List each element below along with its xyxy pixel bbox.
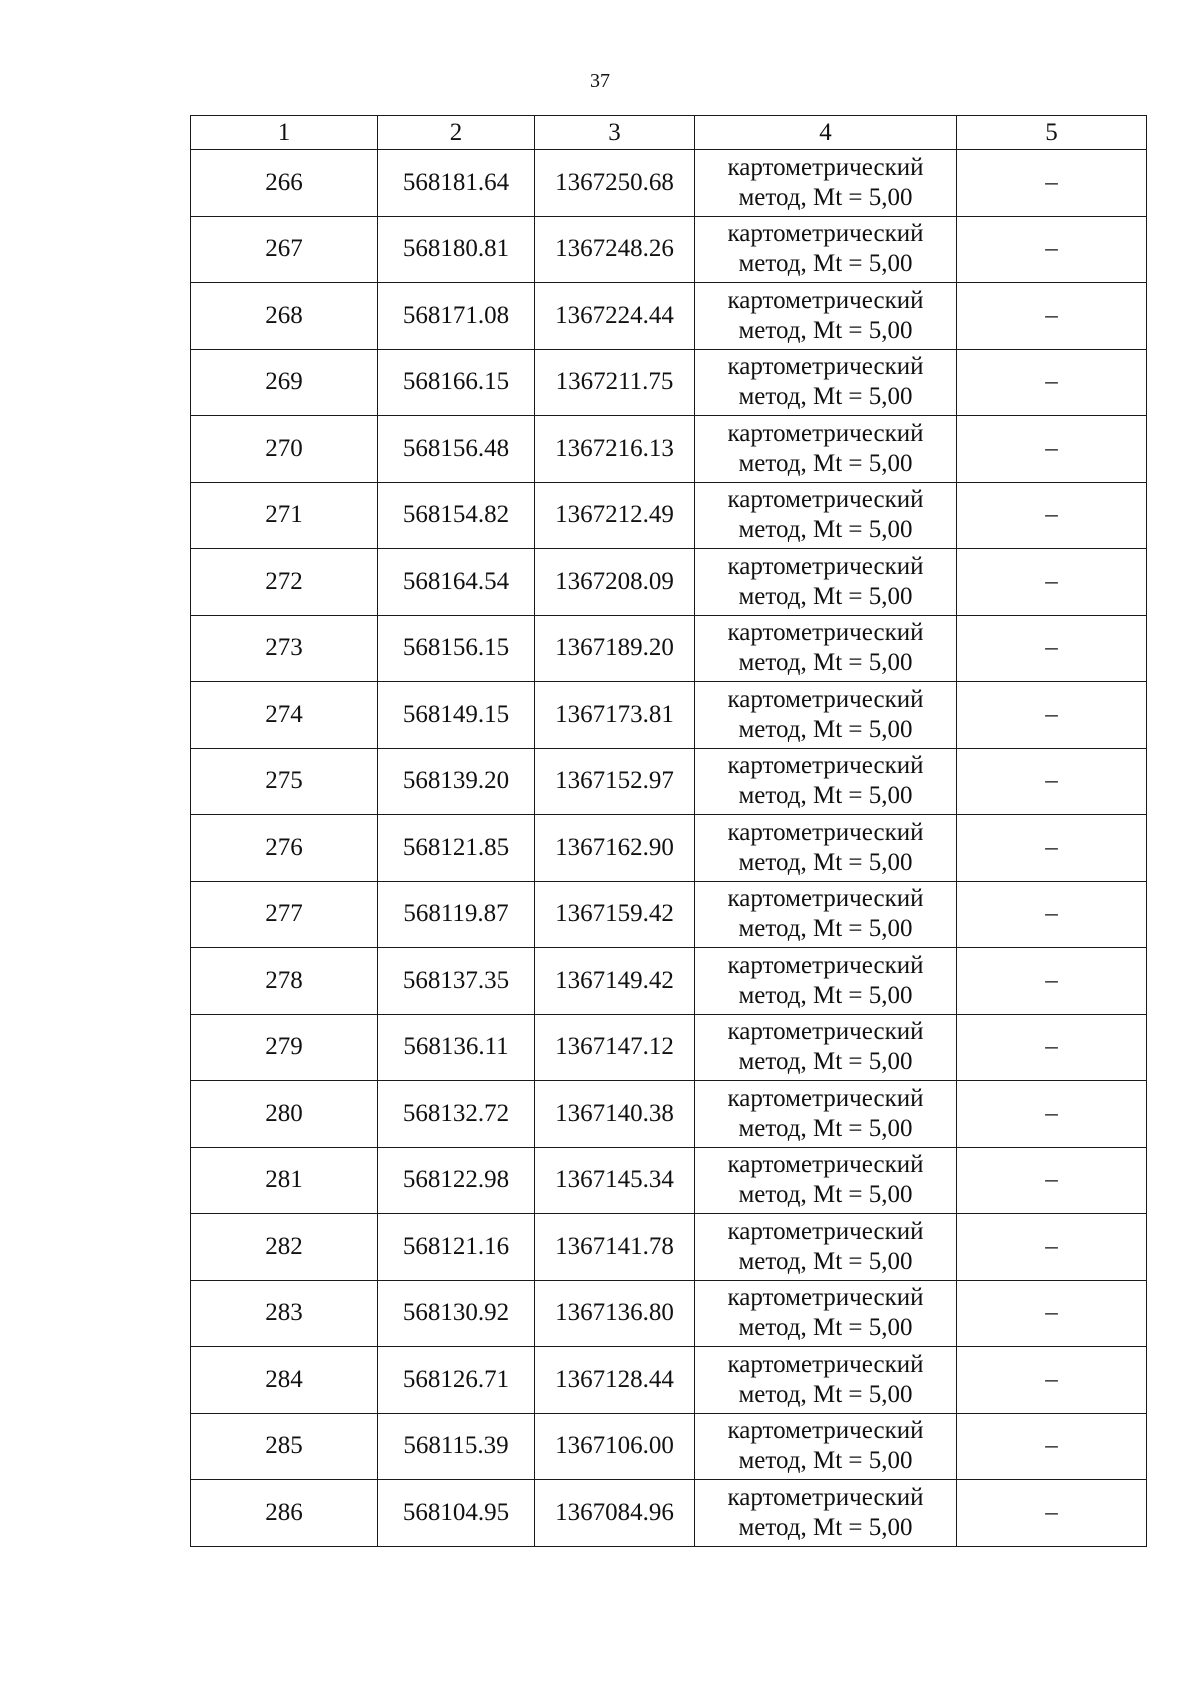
method-name-line: картометрический <box>727 1151 924 1179</box>
method-name-line: картометрический <box>727 885 924 913</box>
method-cell <box>695 682 957 749</box>
x-coordinate-cell: 568180.81 <box>378 216 535 283</box>
point-number-cell: 282 <box>191 1214 378 1281</box>
method-accuracy-line: метод, Mt = 5,00 <box>738 383 913 411</box>
note-cell: – <box>957 1081 1147 1148</box>
y-coordinate-cell: 1367128.44 <box>535 1347 695 1414</box>
note-cell: – <box>957 1014 1147 1081</box>
coordinates-table <box>190 115 1147 1547</box>
table-row <box>191 1480 1147 1547</box>
table-row <box>191 881 1147 948</box>
method-cell <box>695 948 957 1015</box>
method-cell <box>695 150 957 217</box>
x-coordinate-cell: 568136.11 <box>378 1014 535 1081</box>
method-cell <box>695 1214 957 1281</box>
point-number-cell: 278 <box>191 948 378 1015</box>
method-accuracy-line: метод, Mt = 5,00 <box>738 782 913 810</box>
table-header-row <box>191 116 1147 150</box>
method-cell <box>695 549 957 616</box>
y-coordinate-cell: 1367106.00 <box>535 1413 695 1480</box>
note-cell: – <box>957 682 1147 749</box>
table-row <box>191 1280 1147 1347</box>
method-cell <box>695 283 957 350</box>
method-name-line: картометрический <box>727 1284 924 1312</box>
y-coordinate-cell: 1367189.20 <box>535 615 695 682</box>
point-number-cell: 273 <box>191 615 378 682</box>
method-accuracy-line: метод, Mt = 5,00 <box>738 1181 913 1209</box>
note-cell: – <box>957 1214 1147 1281</box>
table-row <box>191 482 1147 549</box>
table-body <box>191 150 1147 1547</box>
x-coordinate-cell: 568121.16 <box>378 1214 535 1281</box>
point-number-cell: 272 <box>191 549 378 616</box>
point-number-cell: 268 <box>191 283 378 350</box>
point-number-cell: 266 <box>191 150 378 217</box>
y-coordinate-cell: 1367248.26 <box>535 216 695 283</box>
x-coordinate-cell: 568166.15 <box>378 349 535 416</box>
y-coordinate-cell: 1367208.09 <box>535 549 695 616</box>
x-coordinate-cell: 568149.15 <box>378 682 535 749</box>
method-name-line: картометрический <box>727 619 924 647</box>
y-coordinate-cell: 1367212.49 <box>535 482 695 549</box>
x-coordinate-cell: 568126.71 <box>378 1347 535 1414</box>
method-name-line: картометрический <box>727 1483 924 1511</box>
table-row <box>191 349 1147 416</box>
method-accuracy-line: метод, Mt = 5,00 <box>738 1447 913 1475</box>
point-number-cell: 270 <box>191 416 378 483</box>
method-name-line: картометрический <box>727 552 924 580</box>
x-coordinate-cell: 568181.64 <box>378 150 535 217</box>
method-accuracy-line: метод, Mt = 5,00 <box>738 250 913 278</box>
table-row <box>191 216 1147 283</box>
y-coordinate-cell: 1367141.78 <box>535 1214 695 1281</box>
method-name-line: картометрический <box>727 486 924 514</box>
method-name-line: картометрический <box>727 1417 924 1445</box>
method-cell <box>695 482 957 549</box>
note-cell: – <box>957 416 1147 483</box>
method-cell <box>695 1480 957 1547</box>
y-coordinate-cell: 1367211.75 <box>535 349 695 416</box>
table-row <box>191 283 1147 350</box>
table-row <box>191 1014 1147 1081</box>
point-number-cell: 275 <box>191 748 378 815</box>
method-accuracy-line: метод, Mt = 5,00 <box>738 1314 913 1342</box>
method-accuracy-line: метод, Mt = 5,00 <box>738 1247 913 1275</box>
method-accuracy-line: метод, Mt = 5,00 <box>738 981 913 1009</box>
table-row <box>191 1347 1147 1414</box>
method-accuracy-line: метод, Mt = 5,00 <box>738 715 913 743</box>
column-header-2: 2 <box>378 116 535 150</box>
method-cell <box>695 1280 957 1347</box>
method-name-line: картометрический <box>727 752 924 780</box>
table-row <box>191 748 1147 815</box>
x-coordinate-cell: 568156.48 <box>378 416 535 483</box>
method-accuracy-line: метод, Mt = 5,00 <box>738 1048 913 1076</box>
method-name-line: картометрический <box>727 1350 924 1378</box>
y-coordinate-cell: 1367140.38 <box>535 1081 695 1148</box>
y-coordinate-cell: 1367136.80 <box>535 1280 695 1347</box>
column-header-3: 3 <box>535 116 695 150</box>
x-coordinate-cell: 568104.95 <box>378 1480 535 1547</box>
point-number-cell: 276 <box>191 815 378 882</box>
method-accuracy-line: метод, Mt = 5,00 <box>738 316 913 344</box>
point-number-cell: 284 <box>191 1347 378 1414</box>
method-name-line: картометрический <box>727 818 924 846</box>
table-row <box>191 948 1147 1015</box>
point-number-cell: 283 <box>191 1280 378 1347</box>
method-cell <box>695 1081 957 1148</box>
x-coordinate-cell: 568154.82 <box>378 482 535 549</box>
x-coordinate-cell: 568132.72 <box>378 1081 535 1148</box>
point-number-cell: 274 <box>191 682 378 749</box>
method-name-line: картометрический <box>727 153 924 181</box>
method-accuracy-line: метод, Mt = 5,00 <box>738 848 913 876</box>
note-cell: – <box>957 1480 1147 1547</box>
y-coordinate-cell: 1367173.81 <box>535 682 695 749</box>
x-coordinate-cell: 568156.15 <box>378 615 535 682</box>
x-coordinate-cell: 568137.35 <box>378 948 535 1015</box>
x-coordinate-cell: 568139.20 <box>378 748 535 815</box>
column-header-5: 5 <box>957 116 1147 150</box>
method-cell <box>695 1014 957 1081</box>
method-name-line: картометрический <box>727 1084 924 1112</box>
note-cell: – <box>957 881 1147 948</box>
method-accuracy-line: метод, Mt = 5,00 <box>738 449 913 477</box>
point-number-cell: 285 <box>191 1413 378 1480</box>
note-cell: – <box>957 482 1147 549</box>
method-name-line: картометрический <box>727 353 924 381</box>
y-coordinate-cell: 1367224.44 <box>535 283 695 350</box>
table-row <box>191 1081 1147 1148</box>
point-number-cell: 267 <box>191 216 378 283</box>
method-name-line: картометрический <box>727 286 924 314</box>
method-name-line: картометрический <box>727 220 924 248</box>
method-accuracy-line: метод, Mt = 5,00 <box>738 183 913 211</box>
table-row <box>191 682 1147 749</box>
note-cell: – <box>957 1347 1147 1414</box>
point-number-cell: 269 <box>191 349 378 416</box>
point-number-cell: 271 <box>191 482 378 549</box>
table-row <box>191 416 1147 483</box>
table-row <box>191 1214 1147 1281</box>
page-number: 37 <box>590 70 610 92</box>
method-accuracy-line: метод, Mt = 5,00 <box>738 915 913 943</box>
method-accuracy-line: метод, Mt = 5,00 <box>738 1114 913 1142</box>
method-name-line: картометрический <box>727 685 924 713</box>
x-coordinate-cell: 568119.87 <box>378 881 535 948</box>
method-name-line: картометрический <box>727 1217 924 1245</box>
note-cell: – <box>957 283 1147 350</box>
note-cell: – <box>957 1413 1147 1480</box>
x-coordinate-cell: 568130.92 <box>378 1280 535 1347</box>
note-cell: – <box>957 1280 1147 1347</box>
x-coordinate-cell: 568122.98 <box>378 1147 535 1214</box>
point-number-cell: 280 <box>191 1081 378 1148</box>
note-cell: – <box>957 948 1147 1015</box>
y-coordinate-cell: 1367149.42 <box>535 948 695 1015</box>
method-cell <box>695 1147 957 1214</box>
method-cell <box>695 815 957 882</box>
table-row <box>191 1147 1147 1214</box>
y-coordinate-cell: 1367084.96 <box>535 1480 695 1547</box>
method-accuracy-line: метод, Mt = 5,00 <box>738 1513 913 1541</box>
method-accuracy-line: метод, Mt = 5,00 <box>738 1380 913 1408</box>
method-name-line: картометрический <box>727 1018 924 1046</box>
method-cell <box>695 615 957 682</box>
method-cell <box>695 748 957 815</box>
y-coordinate-cell: 1367152.97 <box>535 748 695 815</box>
y-coordinate-cell: 1367159.42 <box>535 881 695 948</box>
x-coordinate-cell: 568115.39 <box>378 1413 535 1480</box>
method-cell <box>695 216 957 283</box>
method-cell <box>695 881 957 948</box>
table-row <box>191 1413 1147 1480</box>
x-coordinate-cell: 568171.08 <box>378 283 535 350</box>
method-name-line: картометрический <box>727 419 924 447</box>
table-row <box>191 150 1147 217</box>
point-number-cell: 277 <box>191 881 378 948</box>
method-cell <box>695 1347 957 1414</box>
column-header-1: 1 <box>191 116 378 150</box>
note-cell: – <box>957 1147 1147 1214</box>
note-cell: – <box>957 349 1147 416</box>
note-cell: – <box>957 549 1147 616</box>
point-number-cell: 281 <box>191 1147 378 1214</box>
method-name-line: картометрический <box>727 951 924 979</box>
method-accuracy-line: метод, Mt = 5,00 <box>738 582 913 610</box>
table-row <box>191 549 1147 616</box>
table-row <box>191 615 1147 682</box>
x-coordinate-cell: 568164.54 <box>378 549 535 616</box>
y-coordinate-cell: 1367250.68 <box>535 150 695 217</box>
y-coordinate-cell: 1367162.90 <box>535 815 695 882</box>
y-coordinate-cell: 1367216.13 <box>535 416 695 483</box>
y-coordinate-cell: 1367145.34 <box>535 1147 695 1214</box>
note-cell: – <box>957 615 1147 682</box>
table-row <box>191 815 1147 882</box>
method-accuracy-line: метод, Mt = 5,00 <box>738 649 913 677</box>
point-number-cell: 279 <box>191 1014 378 1081</box>
y-coordinate-cell: 1367147.12 <box>535 1014 695 1081</box>
method-accuracy-line: метод, Mt = 5,00 <box>738 516 913 544</box>
method-cell <box>695 416 957 483</box>
note-cell: – <box>957 216 1147 283</box>
point-number-cell: 286 <box>191 1480 378 1547</box>
note-cell: – <box>957 815 1147 882</box>
method-cell <box>695 1413 957 1480</box>
note-cell: – <box>957 150 1147 217</box>
column-header-4: 4 <box>695 116 957 150</box>
note-cell: – <box>957 748 1147 815</box>
method-cell <box>695 349 957 416</box>
x-coordinate-cell: 568121.85 <box>378 815 535 882</box>
